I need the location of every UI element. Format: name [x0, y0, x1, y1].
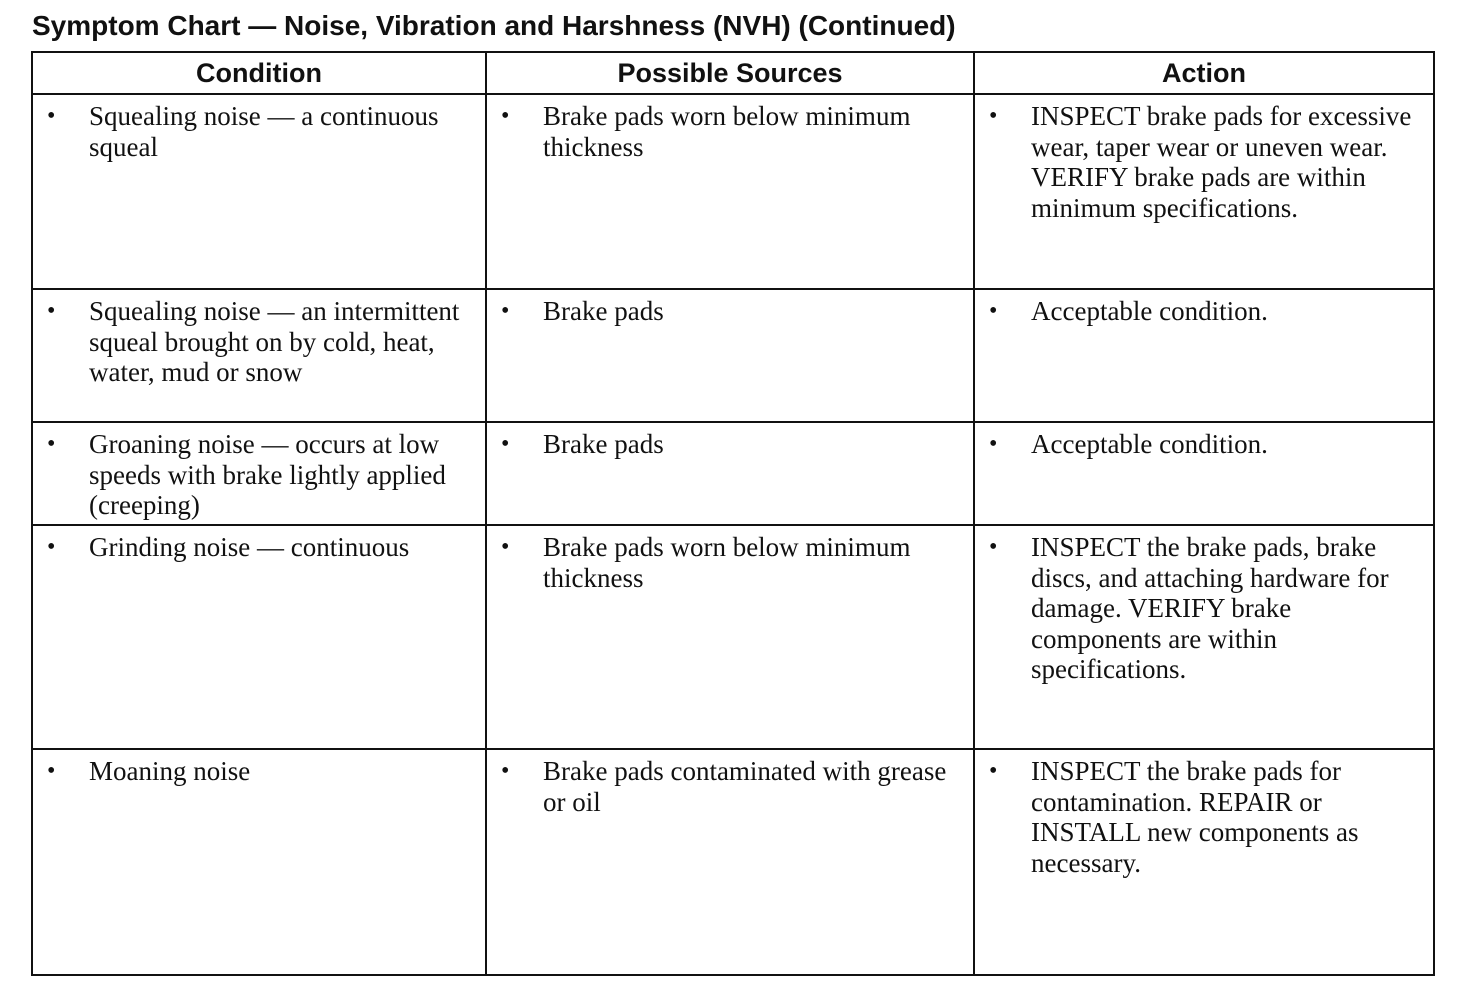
- bullet-icon: •: [47, 431, 56, 457]
- table-row: [32, 749, 1434, 975]
- bullet-icon: •: [501, 758, 510, 784]
- condition-text: Squealing noise — an intermittent squeal brought on by cold, heat, water, mud or snow: [89, 296, 460, 387]
- sources-cell: [486, 525, 974, 749]
- action-text: INSPECT brake pads for excessive wear, taper wear or uneven wear. VERIFY brake pads are within minimum specifications.: [1031, 101, 1412, 223]
- sources-text: Brake pads: [543, 296, 664, 326]
- column-header-action: Action: [974, 52, 1434, 94]
- bullet-icon: •: [47, 103, 56, 129]
- bullet-icon: •: [989, 534, 998, 560]
- bullet-icon: •: [501, 298, 510, 324]
- action-cell: [974, 422, 1434, 525]
- sources-text: Brake pads: [543, 429, 664, 459]
- condition-text: Moaning noise: [89, 756, 251, 786]
- column-header-possible-sources: Possible Sources: [486, 52, 974, 94]
- table-row: [32, 94, 1434, 289]
- condition-cell: [32, 749, 486, 975]
- bullet-icon: •: [501, 103, 510, 129]
- sources-cell: [486, 422, 974, 525]
- sources-cell: [486, 749, 974, 975]
- action-cell: [974, 289, 1434, 422]
- condition-text: Grinding noise — continuous: [89, 532, 410, 562]
- sources-cell: [486, 289, 974, 422]
- bullet-icon: •: [47, 534, 56, 560]
- action-cell: [974, 94, 1434, 289]
- bullet-icon: •: [989, 431, 998, 457]
- table-row: [32, 525, 1434, 749]
- condition-text: Groaning noise — occurs at low speeds with brake lightly applied (creeping): [89, 429, 446, 520]
- sources-text: Brake pads worn below minimum thickness: [543, 532, 911, 593]
- action-cell: [974, 525, 1434, 749]
- action-text: Acceptable condition.: [1031, 296, 1268, 326]
- sources-cell: [486, 94, 974, 289]
- page-title: Symptom Chart — Noise, Vibration and Harshness (NVH) (Continued): [32, 10, 956, 41]
- condition-cell: [32, 289, 486, 422]
- column-header-condition: Condition: [32, 52, 486, 94]
- bullet-icon: •: [989, 758, 998, 784]
- sources-text: Brake pads contaminated with grease or oil: [543, 756, 947, 817]
- sources-text: Brake pads worn below minimum thickness: [543, 101, 911, 162]
- action-text: Acceptable condition.: [1031, 429, 1268, 459]
- condition-text: Squealing noise — a continuous squeal: [89, 101, 439, 162]
- condition-cell: [32, 422, 486, 525]
- condition-cell: [32, 94, 486, 289]
- bullet-icon: •: [47, 298, 56, 324]
- action-text: INSPECT the brake pads for contamination. REPAIR or INSTALL new components as necessary.: [1031, 756, 1359, 878]
- bullet-icon: •: [989, 103, 998, 129]
- action-cell: [974, 749, 1434, 975]
- table-row: [32, 422, 1434, 525]
- table-header-row: [32, 52, 1434, 94]
- symptom-table: [31, 51, 1435, 976]
- table-row: [32, 289, 1434, 422]
- bullet-icon: •: [989, 298, 998, 324]
- bullet-icon: •: [47, 758, 56, 784]
- condition-cell: [32, 525, 486, 749]
- bullet-icon: •: [501, 431, 510, 457]
- action-text: INSPECT the brake pads, brake discs, and attaching hardware for damage. VERIFY brake components are within specifications.: [1031, 532, 1389, 684]
- bullet-icon: •: [501, 534, 510, 560]
